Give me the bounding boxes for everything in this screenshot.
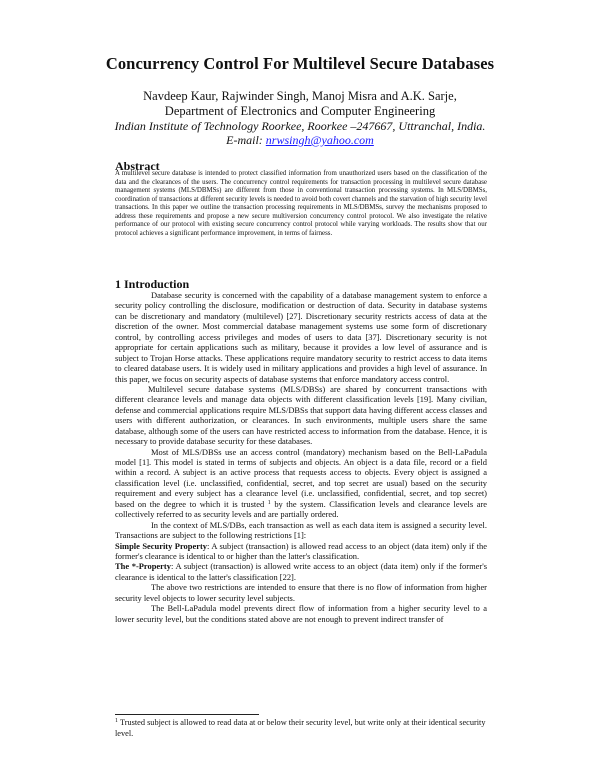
definition-text: : A subject (transaction) is allowed read access to an object (data item) only if the former's clearance is identical to or higher than the latter's classification. (115, 540, 488, 561)
footnote-text: Trusted subject is allowed to read data at or below their security level, but write only at their identical security level. (115, 718, 486, 738)
definition-simple-security (115, 541, 487, 562)
email-line (0, 133, 600, 148)
definition-label: Simple Security Property (115, 540, 207, 551)
intro-paragraph: In the context of MLS/DBs, each transaction as well as each data item is assigned a security level. Transactions are subject to the following restrictions [1]: (115, 519, 487, 541)
abstract-text: A multilevel secure database is intended to protect classified information from unauthorized users based on the classification of the data and the clearances of the users. The concurrency control requirements for transaction processing in multilevel secure database management systems (MLS/DBMSs) are different from those in conventional transaction processing systems. In MLS/DBMSs, coordination of transactions at different security levels is needed to avoid both covert channels and the starvation of high security level transactions. In this paper we outline the transaction processing requirements in MLS/DBMSs, survey the mechanisms proposed to address these requirements and propose a new secure multiversion concurrency control protocol. We also investigate the relative performance of our protocol with existing secure concurrency control protocol while varying workloads. The results show that our protocol achieves a significant performance improvement, in terms of fairness. (115, 170, 487, 237)
footnote-ref[interactable]: 1 (267, 499, 271, 506)
intro-paragraph: The Bell-LaPadula model prevents direct flow of information from a higher security level to a lower security level, but the conditions stated above are not enough to prevent indirect transfer of (115, 603, 487, 624)
paragraph-text: by the system. Classification levels and clearance levels are collectively referred to as security levels and are partially ordered. (115, 498, 488, 520)
definition-star-property (115, 561, 487, 582)
definition-text: : A subject (transaction) is allowed write access to an object (data item) only if the former's clearance is identical to the latter's classification [22]. (115, 561, 487, 582)
paper-title: Concurrency Control For Multilevel Secure Databases (105, 54, 495, 73)
paragraph-text: Most of MLS/DBSs use an access control (mandatory) mechanism based on the Bell-LaPadula model [1]. This model is stated in terms of subjects and objects. An object is a data file, record or a field within a record. A subject is an active process that requests access to objects. Every object is assigned a classification level (i.e. unclassified, confidential, secret, and top secret are usual) based on the security requirement and every subject has a clearance level (i.e. unclassified, confidential, secret, and top secret) based on the degree to which it is trusted (115, 446, 487, 509)
footnote-divider (115, 714, 259, 715)
intro-paragraph: Multilevel secure database systems (MLS/DBSs) are shared by concurrent transactions with different clearance levels and manage data objects with different classification levels [19]. Many civilian, defense and commercial applications require MLS/DBSs that support data having different access classes and users with different authorization, or clearances. In such environments, multiple users share the same database, although some of the users can have restricted access to information from the database. Hence, it is necessary to provide database security for these databases. (115, 383, 487, 447)
intro-paragraph (115, 447, 487, 520)
abstract-heading: Abstract (115, 159, 160, 173)
email-label: E-mail: (226, 133, 263, 147)
intro-paragraph: Database security is concerned with the capability of a database management system to enforce a security policy controlling the disclosure, modification or destruction of data. Security in database systems can be discretionary and mandatory (multilevel) [27]. Discretionary security restricts access of data at the discretion of the owner. Most commercial database management systems use some form of discretionary control, by controlling access privileges and modes of users to data [37]. Discretionary security is not appropriate for certain applications such as military, because it provides a low level of assurance and is subject to Trojan Horse attacks. These applications require mandatory security to restrict access to data items to cleared database users. It is widely used in military applications and provides a high level of assurance. In this paper, we focus on security aspects of database systems that enforce mandatory access control. (115, 290, 487, 384)
intro-paragraph: The above two restrictions are intended to ensure that there is no flow of information from higher security level objects to lower security level subjects. (115, 582, 487, 603)
email-link[interactable]: nrwsingh@yahoo.com (265, 133, 374, 147)
institution: Indian Institute of Technology Roorkee, Roorkee –2476​67, Uttranchal, India. (114, 119, 486, 133)
author-list: Navdeep Kaur, Rajwinder Singh, Manoj Misra and A.K. Sarje, (143, 89, 457, 103)
intro-body (115, 290, 487, 624)
department: Department of Electronics and Computer Engineering (164, 104, 436, 118)
intro-heading: 1 Introduction (115, 277, 190, 291)
footnote-marker: 1 (115, 718, 118, 724)
footnote (115, 718, 487, 739)
definition-label: The *-Property (115, 561, 171, 572)
